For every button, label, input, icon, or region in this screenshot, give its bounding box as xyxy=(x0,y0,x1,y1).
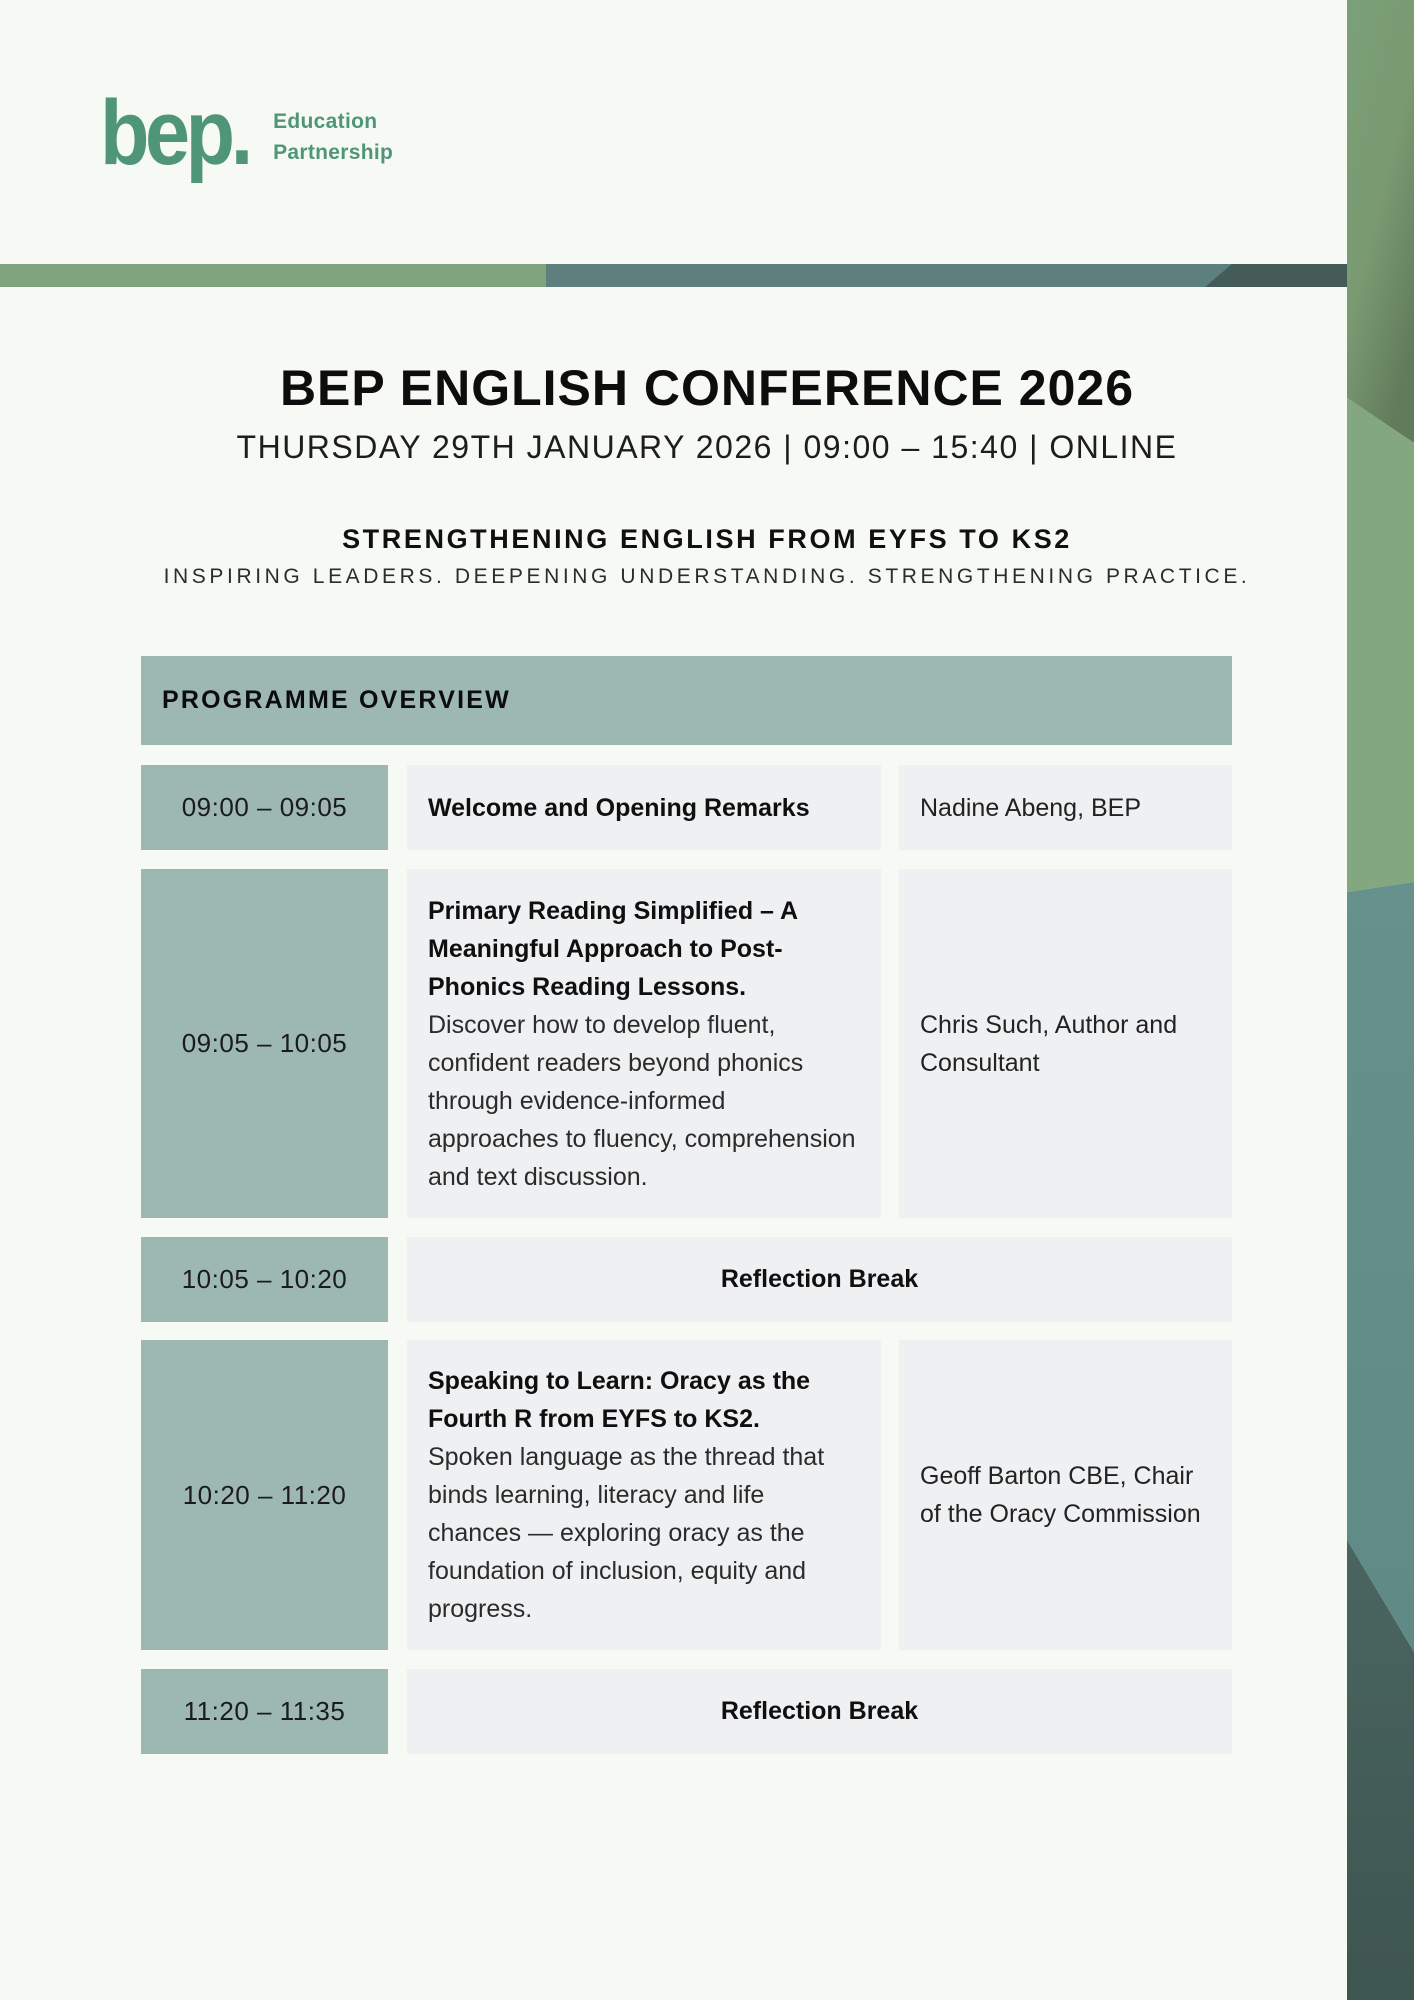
break-time: 11:20 – 11:35 xyxy=(141,1669,388,1754)
side-decoration-strip xyxy=(1347,0,1414,2000)
session-time: 10:20 – 11:20 xyxy=(141,1340,388,1650)
bep-logo-name-line2: Partnership xyxy=(273,141,394,165)
programme-overview-label: PROGRAMME OVERVIEW xyxy=(162,686,511,714)
break-label: Reflection Break xyxy=(407,1669,1232,1754)
session-speaker: Nadine Abeng, BEP xyxy=(899,765,1232,850)
bep-logo xyxy=(100,82,394,184)
strip-slate-facet xyxy=(1347,882,1414,1652)
programme-overview-bar xyxy=(141,656,1232,745)
session-time: 09:05 – 10:05 xyxy=(141,869,388,1218)
page-title: BEP ENGLISH CONFERENCE 2026 xyxy=(279,360,1135,416)
break-time: 10:05 – 10:20 xyxy=(141,1237,388,1322)
session-title: Welcome and Opening Remarks xyxy=(428,793,810,822)
bep-logo-name xyxy=(273,106,393,178)
header-color-band xyxy=(0,264,1347,287)
event-tagline: INSPIRING LEADERS. DEEPENING UNDERSTANDING. STRENGTHENING PRACTICE. xyxy=(163,565,1251,588)
session-description: Spoken language as the thread that binds learning, literacy and life chances — exploring oracy as the foundation of inclusion, equity and progress. xyxy=(428,1443,825,1623)
band-green-segment xyxy=(0,264,546,287)
session-speaker: Geoff Barton CBE, Chair of the Oracy Commission xyxy=(899,1340,1232,1650)
session-time: 09:00 – 09:05 xyxy=(141,765,388,850)
bep-logo-wordmark: bep. xyxy=(100,82,249,184)
strip-sage-facet xyxy=(1347,398,1414,892)
bep-logo-name-line1: Education xyxy=(273,110,378,134)
event-date-line: THURSDAY 29TH JANUARY 2026 | 09:00 – 15:40 | ONLINE xyxy=(236,429,1178,465)
session-title: Primary Reading Simplified – A Meaningful Approach to Post-Phonics Reading Lessons. xyxy=(428,896,798,1001)
session-speaker: Chris Such, Author and Consultant xyxy=(899,869,1232,1218)
break-label: Reflection Break xyxy=(407,1237,1232,1322)
session-title: Speaking to Learn: Oracy as the Fourth R from EYFS to KS2. xyxy=(428,1367,811,1433)
session-details xyxy=(407,765,881,850)
event-theme-heading: STRENGTHENING ENGLISH FROM EYFS TO KS2 xyxy=(342,524,1072,554)
session-details xyxy=(407,1340,881,1650)
session-details xyxy=(407,869,881,1218)
session-description: Discover how to develop fluent, confident readers beyond phonics through evidence-informed approaches to fluency, comprehension and text discussion. xyxy=(428,1010,856,1191)
